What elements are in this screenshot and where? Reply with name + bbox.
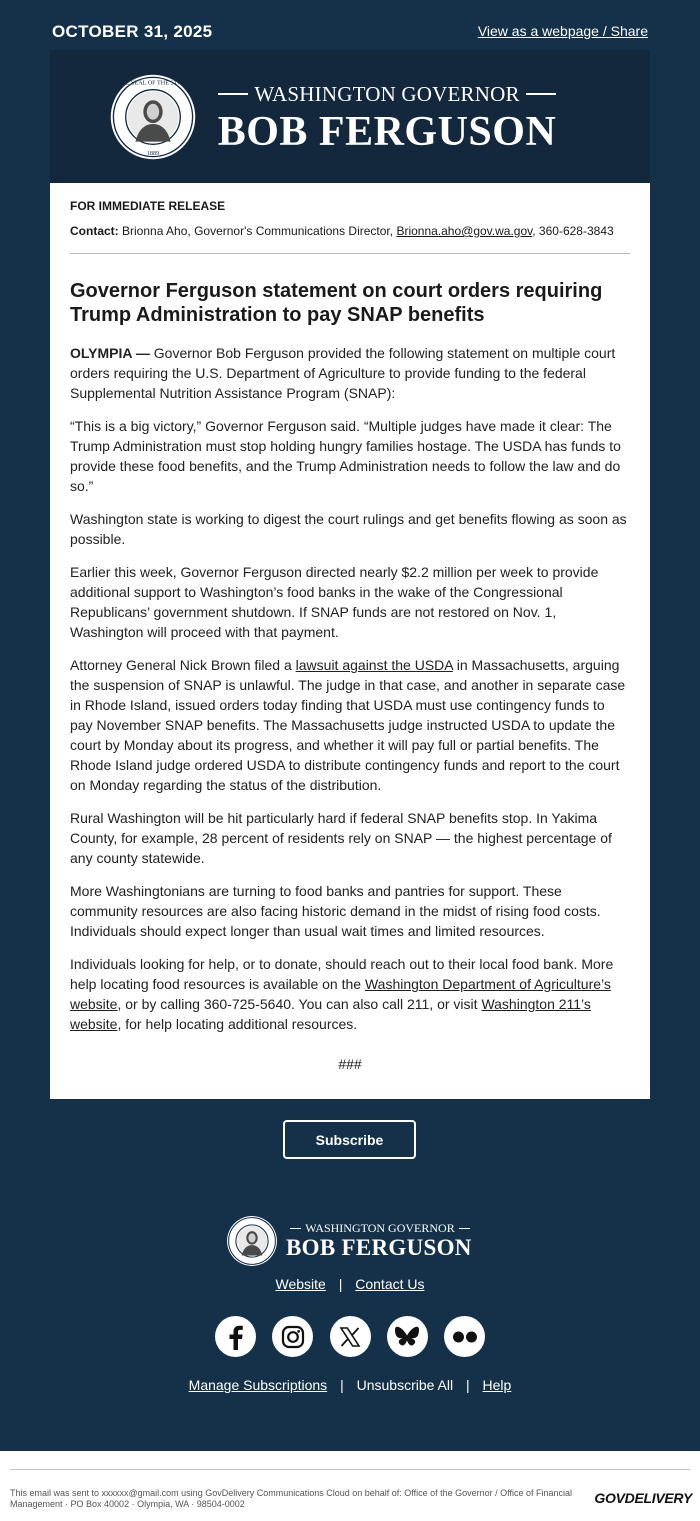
legal-divider xyxy=(10,1469,690,1470)
unsubscribe-all-link[interactable]: Unsubscribe All xyxy=(356,1377,454,1393)
paragraph-8 xyxy=(70,954,630,1034)
title-rule-right xyxy=(526,93,556,95)
footer-links xyxy=(0,1276,700,1292)
paragraph-2: “This is a big victory,” Governor Ferguson said. “Multiple judges have made it clear: The Trump Administration must stop holding hungry families hostage. The USDA has funds to provide these food benefits, and the Trump Administration needs to follow the law and do so.” xyxy=(70,418,621,494)
contact-text: Brionna Aho, Governor's Communications Director, xyxy=(122,224,394,238)
website-link[interactable]: Website xyxy=(275,1276,326,1292)
facebook-icon[interactable] xyxy=(215,1316,256,1357)
divider xyxy=(70,253,630,254)
header-banner xyxy=(50,50,650,183)
view-as-webpage-link[interactable]: View as a webpage / Share xyxy=(477,23,648,39)
manage-subscriptions-link[interactable]: Manage Subscriptions xyxy=(188,1377,328,1393)
help-link[interactable]: Help xyxy=(482,1377,512,1393)
paragraph-3: Washington state is working to digest the court rulings and get benefits flowing as soon as possible. xyxy=(70,511,627,547)
wa211-website-link[interactable]: Washington 211’s website xyxy=(70,996,591,1032)
paragraph-8-text-c: , for help locating additional resources. xyxy=(117,1016,358,1032)
release-date: OCTOBER 31, 2025 xyxy=(52,22,213,41)
paragraph-5-text-a: Attorney General Nick Brown filed a xyxy=(70,657,296,673)
separator: | xyxy=(338,1276,343,1292)
contact-line xyxy=(70,223,630,239)
banner-title xyxy=(212,80,562,154)
state-seal-icon xyxy=(109,73,197,161)
banner-small-title: WASHINGTON GOVERNOR xyxy=(254,81,520,106)
paragraph-5-text-b: in Massachusetts, arguing the suspension of SNAP is unlawful. The judge in that case, and another in separate case in Rhode Island, issued orders today finding that USDA must use contingency funds to pay November SNAP benefits. The Massachusetts judge instructed USDA to update the court by Monday about its progress, and whether it will pay full or partial benefits. The Rhode Island judge ordered USDA to distribute contingency funds and report to the court on Monday regarding the status of the distribution. xyxy=(70,657,626,793)
svg-text:THE SEAL OF THE STATE: THE SEAL OF THE STATE xyxy=(117,80,189,87)
subscribe-button[interactable]: Subscribe xyxy=(283,1120,416,1159)
footer-logo xyxy=(226,1215,476,1267)
article-title: Governor Ferguson statement on court orders requiring Trump Administration to pay SNAP benefits xyxy=(70,280,603,326)
top-bar xyxy=(0,0,700,50)
paragraph-8-text-b: , or by calling 360-725-5640. You can also call 211, or visit xyxy=(117,996,482,1012)
bluesky-icon[interactable] xyxy=(387,1316,428,1357)
legal-text: This email was sent to xxxxxx@gmail.com using GovDelivery Communications Cloud on behalf of: Office of the Governor / Office of Financial Management · PO Box 40002 · Olympia, WA · 98504-0002 xyxy=(10,1488,573,1509)
footer-seal-icon xyxy=(226,1215,278,1267)
paragraph-6: Rural Washington will be hit particularly hard if federal SNAP benefits stop. In Yakima County, for example, 28 percent of residents rely on SNAP — the highest percentage of any county statewide. xyxy=(70,810,612,866)
paragraph-8-text-a: Individuals looking for help, or to donate, should reach out to their local food bank. More help locating food resources is available on the xyxy=(70,956,614,992)
x-icon[interactable] xyxy=(330,1316,371,1357)
social-icons xyxy=(215,1316,485,1358)
svg-text:1889: 1889 xyxy=(146,150,160,157)
footer-logo-big: BOB FERGUSON xyxy=(286,1235,472,1260)
footer-rule-left xyxy=(290,1228,301,1229)
title-rule-left xyxy=(218,93,248,95)
banner-big-title: BOB FERGUSON xyxy=(217,109,557,155)
paragraph-1-text: Governor Bob Ferguson provided the following statement on multiple court orders requiring the U.S. Department of Agriculture to provide funding to the federal Supplemental Nutrition Assistance Program (SNAP): xyxy=(70,345,616,401)
footer-rule-right xyxy=(459,1228,470,1229)
dateline: OLYMPIA — xyxy=(70,345,150,361)
contact-phone: , 360-628-3843 xyxy=(532,224,614,238)
flickr-icon[interactable] xyxy=(444,1316,485,1357)
contact-email-link[interactable]: Brionna.aho@gov.wa.gov xyxy=(396,224,533,238)
release-label: FOR IMMEDIATE RELEASE xyxy=(70,199,226,213)
agriculture-website-link[interactable]: Washington Department of Agriculture’s website xyxy=(70,976,611,1012)
separator: | xyxy=(466,1377,470,1393)
manage-links xyxy=(0,1377,700,1393)
paragraph-1 xyxy=(70,343,630,403)
govdelivery-logo: GOVDELIVERY xyxy=(594,1490,692,1506)
footer-logo-small: WASHINGTON GOVERNOR xyxy=(305,1220,455,1235)
legal-footer xyxy=(10,1469,690,1510)
instagram-icon[interactable] xyxy=(272,1316,313,1357)
paragraph-7: More Washingtonians are turning to food banks and pantries for support. These community resources are also facing historic demand in the midst of rising food costs. Individuals should expect longer than usual wait times and limited resources. xyxy=(70,883,601,939)
contact-label: Contact: xyxy=(70,224,119,238)
paragraph-5 xyxy=(70,655,630,795)
press-release-card xyxy=(50,183,650,1099)
end-mark: ### xyxy=(338,1056,362,1072)
paragraph-4: Earlier this week, Governor Ferguson directed nearly $2.2 million per week to provide additional support to Washington’s food banks in the wake of the Congressional Republicans’ government shutdown. If SNAP funds are not restored on Nov. 1, Washington will proceed with that payment. xyxy=(70,564,599,640)
contact-us-link[interactable]: Contact Us xyxy=(355,1276,425,1292)
lawsuit-link[interactable]: lawsuit against the USDA xyxy=(295,657,453,673)
separator: | xyxy=(340,1377,344,1393)
